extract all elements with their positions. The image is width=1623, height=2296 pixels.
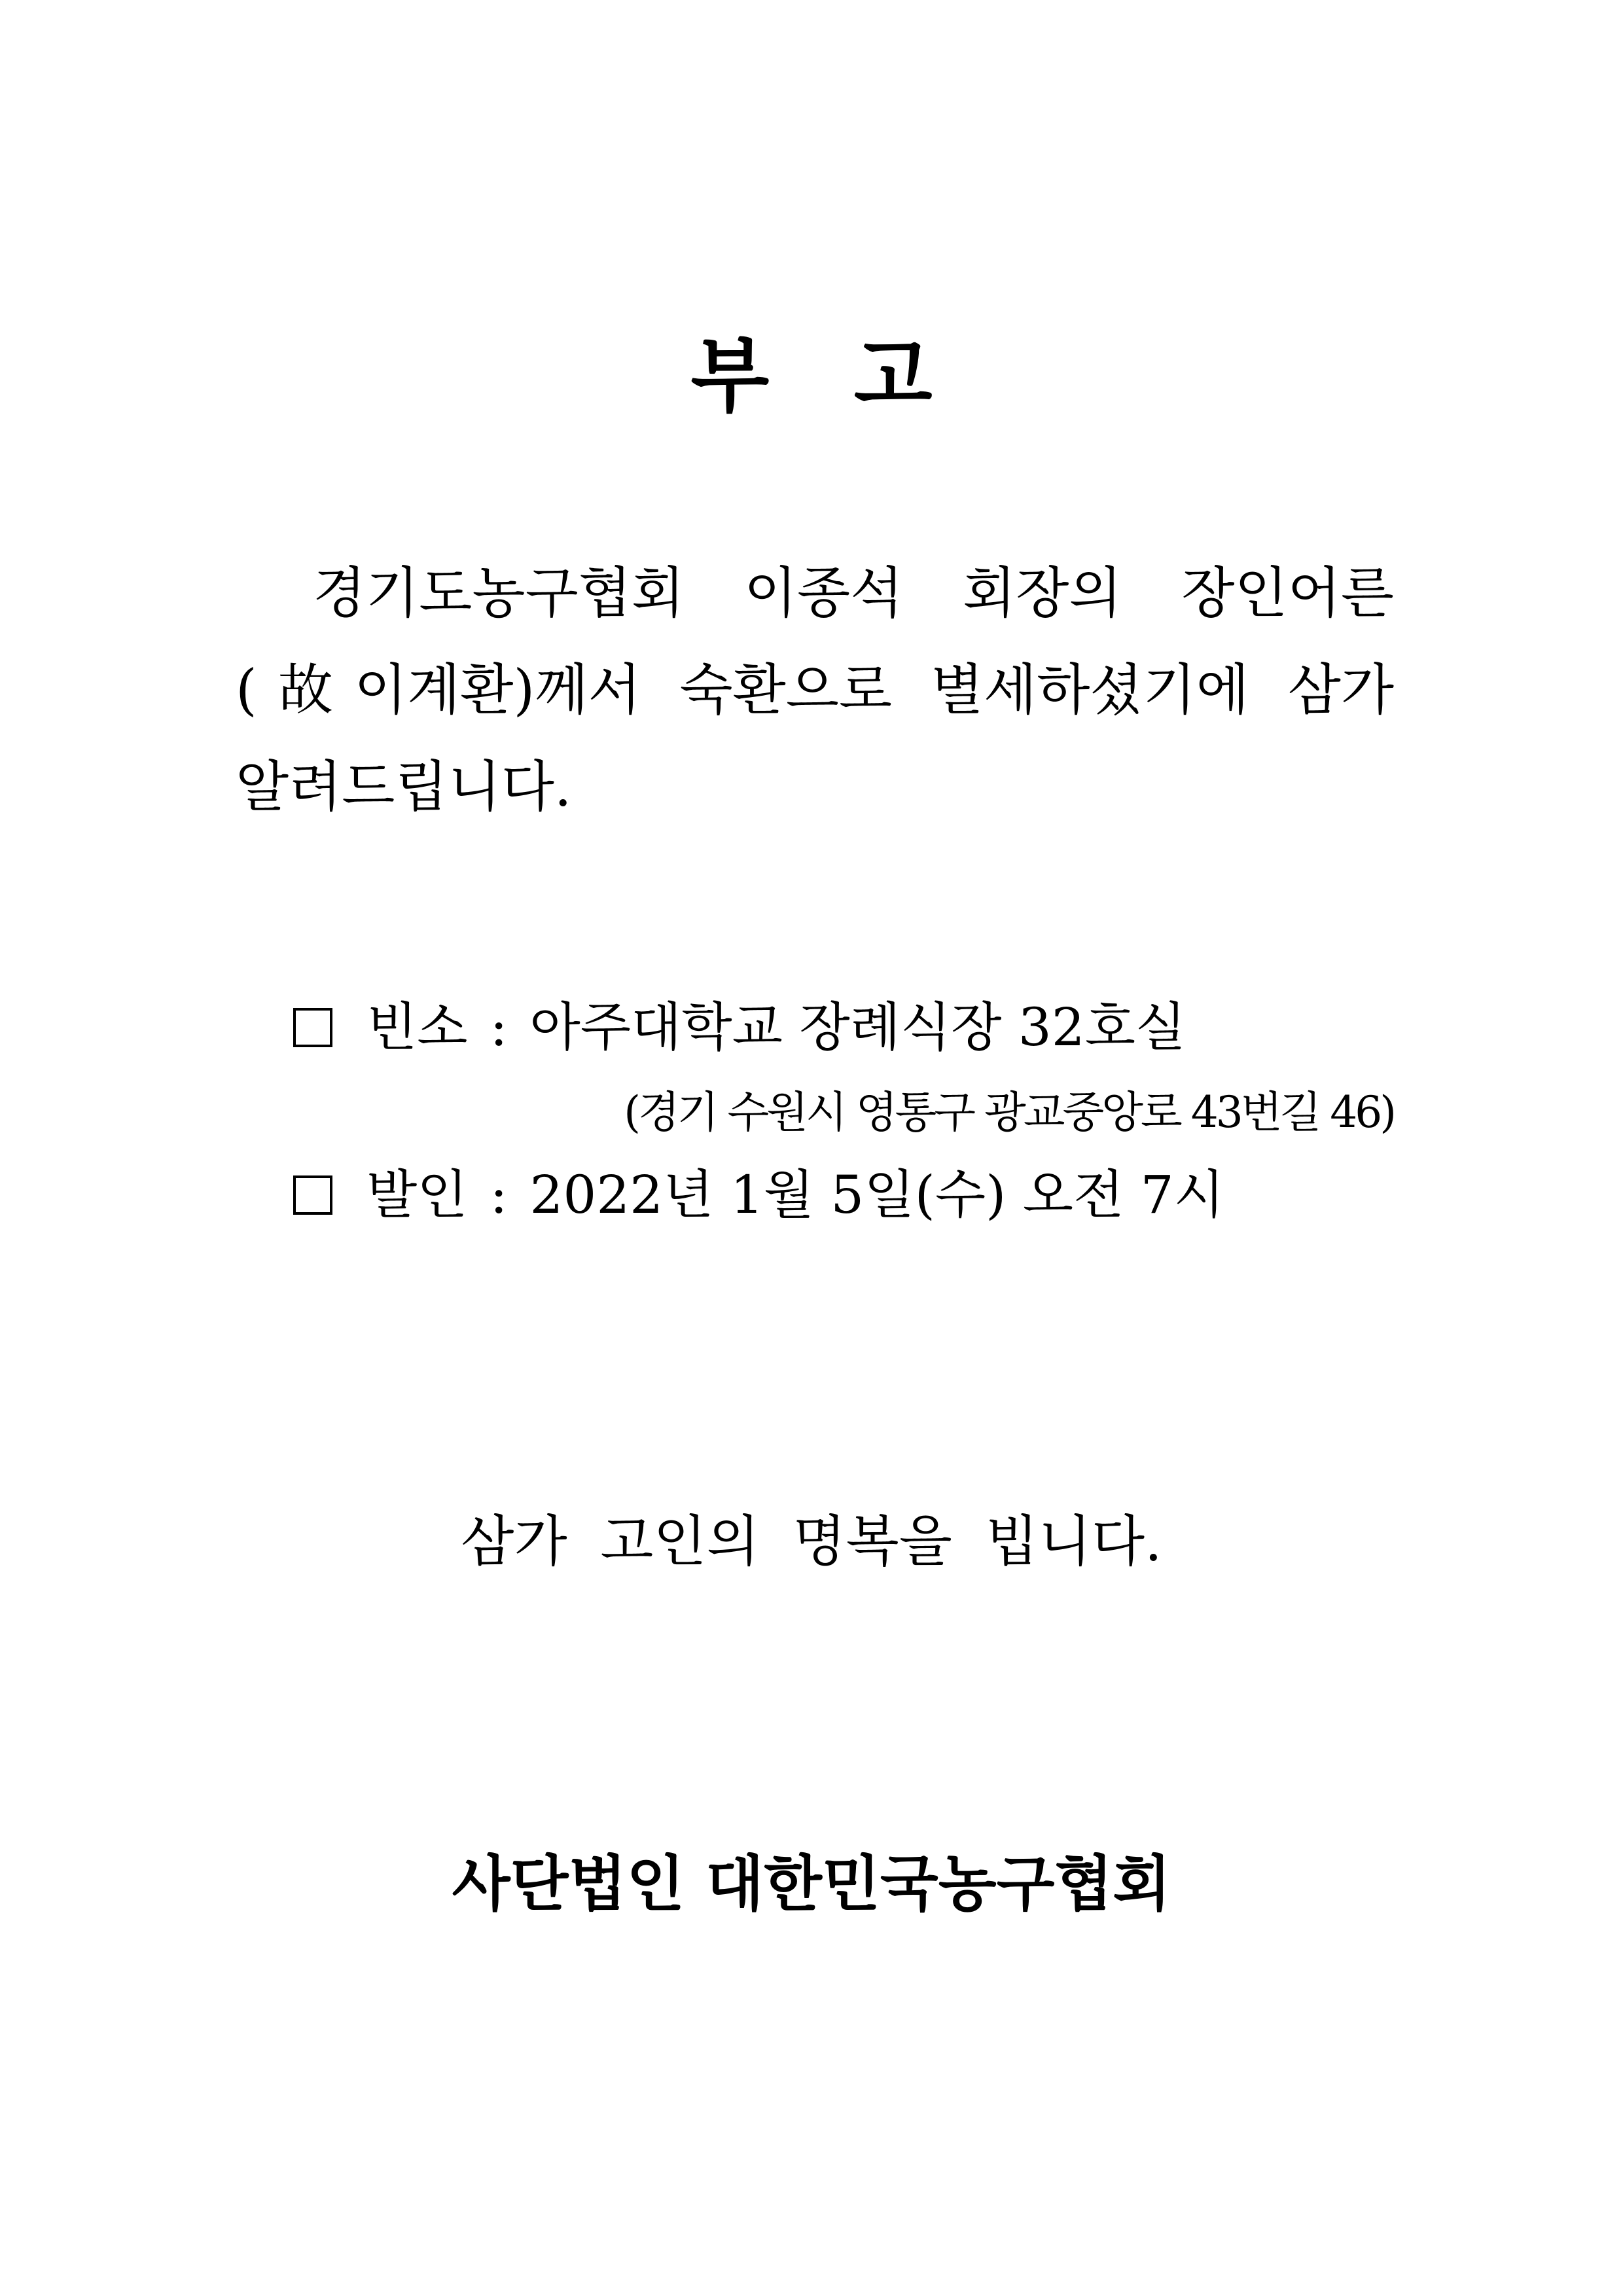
venue-row <box>293 988 1186 1067</box>
document-title: 부 고 <box>690 329 933 423</box>
departure-label: 발인 <box>366 1164 468 1225</box>
venue-separator: : <box>490 997 508 1058</box>
departure-row <box>293 1156 1224 1234</box>
departure-separator: : <box>490 1164 508 1225</box>
organization-name: 사단법인 대한민국농구협회 <box>452 1848 1171 1919</box>
venue-label: 빈소 <box>366 997 468 1058</box>
announcement-body <box>236 545 1394 835</box>
departure-value: 2022년 1월 5일(수) 오전 7시 <box>529 1164 1224 1225</box>
announcement-line-2: (故이계환)께서 숙환으로 별세하셨기에 삼가 <box>236 658 1394 722</box>
announcement-line-3: 알려드립니다. <box>236 755 572 819</box>
venue-address: (경기 수원시 영통구 광교중앙로 43번길 46) <box>624 1087 1394 1138</box>
condolence-message: 삼가 고인의 명복을 빕니다. <box>461 1509 1162 1573</box>
departure-checkbox-icon <box>293 1175 332 1215</box>
venue-value: 아주대학교 장례식장 32호실 <box>529 997 1186 1058</box>
venue-checkbox-icon <box>293 1008 332 1047</box>
announcement-line-1: 경기도농구협회 이종석 회장의 장인어른 <box>313 561 1394 625</box>
